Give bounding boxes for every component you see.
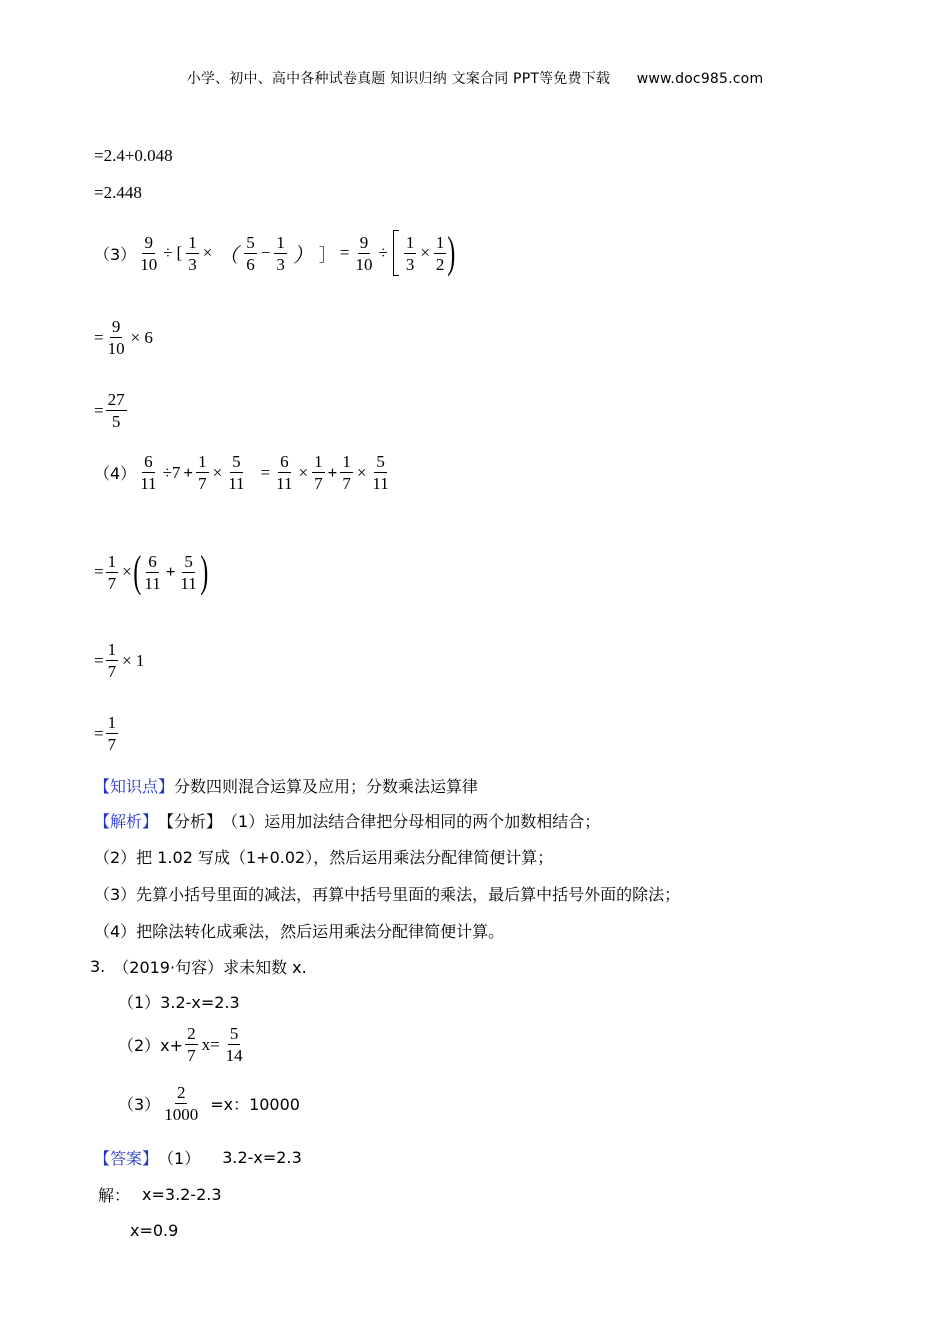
equals-sign: = — [94, 400, 104, 420]
big-paren-open: ( — [132, 547, 142, 596]
fraction: $\frac{2}{7}$ — [187, 1024, 196, 1065]
q4-expression — [94, 453, 393, 492]
fraction: $\frac{1}{7}$ — [107, 713, 117, 754]
big-paren-close: ) — [447, 228, 456, 277]
part-rest: =x：10000 — [210, 1095, 300, 1114]
solution-step: x=3.2-2.3 — [142, 1185, 222, 1204]
page-header — [0, 68, 950, 88]
right-bracket: ］ — [318, 245, 336, 265]
analysis-tag: 【解析】 — [94, 812, 159, 831]
q3-label: （3） — [94, 244, 137, 264]
answer-part: （1） — [158, 1149, 201, 1168]
q4-step-3 — [94, 714, 120, 753]
analysis-paragraph: （3）先算小括号里面的减法，再算中括号里面的乘法，最后算中括号外面的除法； — [94, 885, 681, 904]
fraction: $\frac{9}{10}$ — [140, 232, 158, 274]
fraction: $\frac{9}{10}$ — [107, 317, 125, 358]
answer-tag: 【答案】 — [94, 1149, 159, 1168]
step-rest: × 6 — [130, 327, 153, 347]
right-paren: ） — [292, 244, 313, 267]
knowledge-tag: 【知识点】 — [94, 777, 175, 796]
times-sign: × — [298, 462, 309, 482]
fraction: $\frac{1}{7}$ — [107, 640, 117, 681]
minus-sign: − — [260, 243, 271, 262]
knowledge-point — [94, 774, 478, 797]
fraction: $\frac{5}{11}$ — [180, 551, 197, 593]
fraction: $\frac{2}{1000}$ — [164, 1083, 199, 1124]
q4-step-2 — [94, 641, 146, 680]
calc-line-1: =2.4+0.048 — [94, 146, 173, 165]
plus-sign: + — [165, 562, 176, 581]
analysis-paragraph: （2）把 1.02 写成（1+0.02），然后运用乘法分配律简便计算； — [94, 848, 554, 867]
equals-sign: = — [260, 462, 271, 482]
fraction: $\frac{1}{7}$ — [342, 452, 351, 493]
q3-step-1 — [94, 318, 155, 357]
solution-label: 解： — [98, 1186, 131, 1205]
header-site-link[interactable]: www.doc985.com — [636, 71, 764, 87]
times-sign: × — [420, 243, 430, 262]
times-sign: × — [212, 462, 223, 482]
equals-sign: = — [94, 723, 104, 743]
equals-sign: = — [339, 243, 350, 262]
times-sign: × — [202, 243, 213, 262]
fraction: $\frac{1}{3}$ — [276, 232, 285, 274]
problem-3-part-1: （1）3.2-x=2.3 — [118, 993, 240, 1012]
q3-expression — [94, 230, 455, 276]
divide-sign: ÷ — [163, 243, 173, 262]
analysis-line-1 — [94, 809, 600, 832]
q4-step-1 — [94, 547, 209, 596]
solution-line-2: x=0.9 — [130, 1221, 179, 1240]
problem-3-title — [90, 955, 307, 978]
fraction: $\frac{5}{14}$ — [225, 1024, 243, 1065]
q3-step-2 — [94, 391, 129, 430]
step-rest: × 1 — [122, 650, 145, 670]
fraction: $\frac{6}{11}$ — [276, 452, 293, 493]
problem-number: 3. — [90, 957, 106, 976]
part-label: （3） — [118, 1095, 161, 1114]
fraction: $\frac{5}{6}$ — [246, 232, 255, 274]
problem-3-part-2 — [118, 1025, 247, 1064]
equals-sign: = — [94, 650, 104, 670]
equals-sign: = — [94, 562, 104, 581]
big-bracket-open — [393, 230, 399, 276]
fraction: $\frac{1}{7}$ — [198, 452, 207, 493]
problem-title: （2019·句容）求未知数 x. — [113, 958, 307, 977]
times-sign: × — [122, 562, 132, 581]
analysis-paragraph: （4）把除法转化成乘法，然后运用乘法分配律简便计算。 — [94, 922, 505, 941]
equals-sign: = — [94, 327, 104, 347]
q4-label: （4） — [94, 464, 137, 483]
divide-seven: ÷7 — [162, 462, 181, 482]
fraction: $\frac{6}{11}$ — [140, 452, 157, 493]
divide-sign: ÷ — [378, 243, 388, 262]
solution-line-1 — [98, 1183, 222, 1206]
fraction: $\frac{27}{5}$ — [107, 390, 125, 431]
fraction: $\frac{1}{3}$ — [405, 232, 415, 274]
knowledge-text: 分数四则混合运算及应用；分数乘法运算律 — [174, 777, 479, 796]
left-bracket: [ — [176, 243, 183, 262]
part-mid: x= — [201, 1034, 220, 1054]
plus-sign: + — [327, 462, 338, 482]
plus-sign: + — [183, 462, 194, 482]
fraction: $\frac{9}{10}$ — [355, 232, 373, 274]
fraction: $\frac{5}{11}$ — [372, 452, 389, 493]
times-sign: × — [356, 462, 367, 482]
fraction: $\frac{1}{2}$ — [435, 232, 445, 274]
part-label: （2）x+ — [118, 1036, 184, 1055]
fraction: $\frac{1}{7}$ — [314, 452, 323, 493]
big-paren-close: ) — [200, 547, 209, 596]
fraction: $\frac{1}{7}$ — [107, 551, 117, 593]
fraction: $\frac{6}{11}$ — [144, 551, 161, 593]
analysis-paragraph: （1）运用加法结合律把分母相同的两个加数相结合； — [222, 812, 601, 831]
calc-line-2: =2.448 — [94, 183, 142, 202]
left-paren: （ — [218, 244, 239, 267]
fraction: $\frac{5}{11}$ — [228, 452, 245, 493]
problem-3-part-3 — [118, 1084, 300, 1123]
answer-line — [94, 1146, 302, 1169]
analysis-subtag: 【分析】 — [158, 812, 223, 831]
header-text: 小学、初中、高中各种试卷真题 知识归纳 文案合同 PPT等免费下载 — [186, 71, 611, 87]
answer-equation: 3.2-x=2.3 — [222, 1148, 302, 1167]
fraction: $\frac{1}{3}$ — [188, 232, 197, 274]
